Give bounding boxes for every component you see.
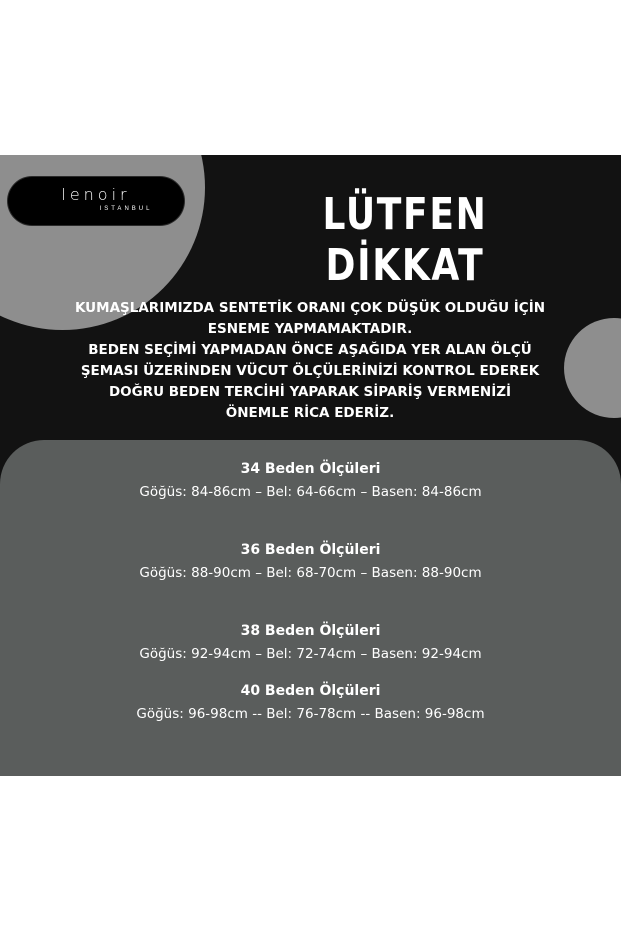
size-chart-card bbox=[0, 440, 621, 776]
size-40-values: Göğüs: 96-98cm -- Bel: 76-78cm -- Basen: 96-98cm bbox=[136, 706, 485, 722]
size-34-values: Göğüs: 84-86cm – Bel: 64-66cm – Basen: 84-86cm bbox=[139, 484, 482, 500]
notice-line: ŞEMASI ÜZERİNDEN VÜCUT ÖLÇÜLERİNİZİ KONTROL EDEREK bbox=[80, 363, 540, 379]
size-38-values: Göğüs: 92-94cm – Bel: 72-74cm – Basen: 92-94cm bbox=[139, 646, 482, 662]
info-panel bbox=[0, 155, 621, 776]
size-38-title: 38 Beden Ölçüleri bbox=[240, 623, 381, 639]
brand-name: lenoir bbox=[61, 185, 131, 204]
notice-line: KUMAŞLARIMIZDA SENTETİK ORANI ÇOK DÜŞÜK OLDUĞU İÇİN bbox=[74, 300, 546, 316]
brand-city: ISTANBUL bbox=[99, 206, 153, 212]
notice-line: ÖNEMLE RİCA EDERİZ. bbox=[225, 405, 395, 421]
size-36-values: Göğüs: 88-90cm – Bel: 68-70cm – Basen: 88-90cm bbox=[139, 565, 482, 581]
brand-logo bbox=[8, 177, 184, 225]
size-36-title: 36 Beden Ölçüleri bbox=[240, 542, 381, 558]
notice-text bbox=[40, 298, 580, 424]
page-title: LÜTFEN DİKKAT bbox=[322, 189, 488, 291]
notice-line: DOĞRU BEDEN TERCİHİ YAPARAK SİPARİŞ VERMENİZİ bbox=[108, 384, 512, 400]
notice-line: ESNEME YAPMAMAKTADIR. bbox=[207, 321, 413, 337]
notice-line: BEDEN SEÇİMİ YAPMADAN ÖNCE AŞAĞIDA YER ALAN ÖLÇÜ bbox=[88, 342, 532, 358]
size-34-title: 34 Beden Ölçüleri bbox=[240, 461, 381, 477]
size-40-title: 40 Beden Ölçüleri bbox=[240, 683, 381, 699]
